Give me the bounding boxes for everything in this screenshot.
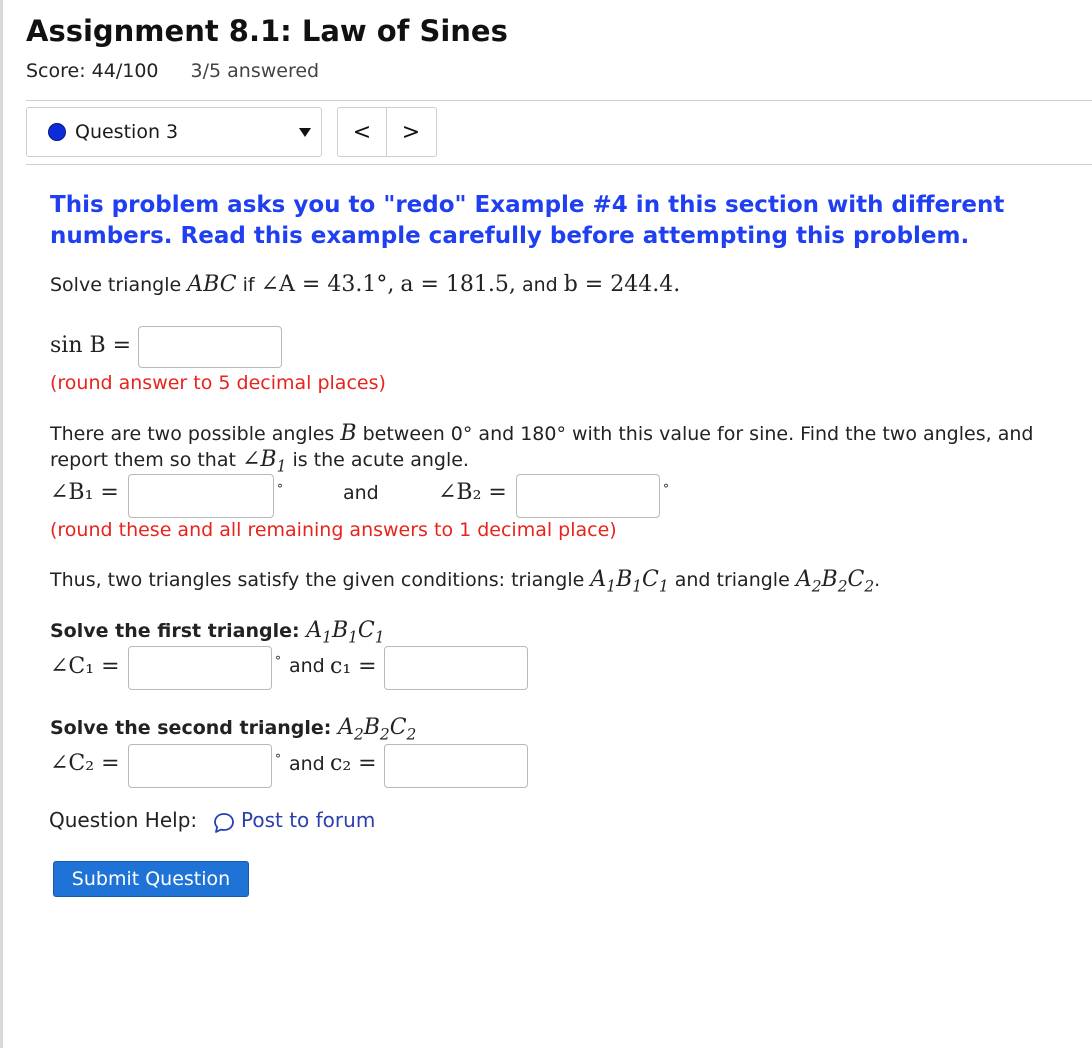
question-help-label: Question Help: xyxy=(49,808,198,832)
page-title: Assignment 8.1: Law of Sines xyxy=(26,14,508,48)
problem-intro: This problem asks you to "redo" Example #4 in this section with different numbers. Read this example carefully before attempting this problem. xyxy=(50,192,1005,249)
page-left-border xyxy=(0,0,3,1048)
B2-degree: ° xyxy=(663,482,669,496)
chat-bubble-icon[interactable] xyxy=(213,812,235,834)
sinB-input[interactable] xyxy=(138,326,282,368)
previous-question-button[interactable]: < xyxy=(338,108,386,156)
question-select[interactable] xyxy=(26,107,322,157)
c1-label: c₁ = xyxy=(330,654,377,679)
B1-degree: ° xyxy=(277,482,283,496)
and-word-c2: and xyxy=(289,753,325,775)
two-triangles-statement: Thus, two triangles satisfy the given conditions: triangle $A_1B_1C_1$ and triangle $A_2B_2C_2$. xyxy=(50,567,881,596)
sinB-label: sin B = xyxy=(50,333,132,358)
second-triangle-heading: Solve the second triangle: $A_2B_2C_2$ xyxy=(50,715,417,744)
C1-degree: ° xyxy=(275,654,281,668)
first-triangle-heading: Solve the first triangle: $A_1B_1C_1$ xyxy=(50,618,385,647)
B2-input[interactable] xyxy=(516,474,660,518)
round-1-note: (round these and all remaining answers to 1 decimal place) xyxy=(50,519,617,541)
answered-count: 3/5 answered xyxy=(190,60,320,82)
B2-label: ∠B₂ = xyxy=(438,480,507,505)
post-to-forum-link[interactable]: Post to forum xyxy=(241,808,376,832)
nav-divider-line xyxy=(26,164,1092,165)
score-text: Score: 44/100 xyxy=(26,60,159,82)
c1-input[interactable] xyxy=(384,646,528,690)
B1-label: ∠B₁ = xyxy=(50,480,119,505)
two-angles-line2: report them so that $\angle B_1$ is the acute angle. xyxy=(50,447,469,476)
C2-degree: ° xyxy=(275,752,281,766)
C2-label: ∠C₂ = xyxy=(50,751,120,776)
c2-label: c₂ = xyxy=(330,751,377,776)
and-word-c1: and xyxy=(289,655,325,677)
score-line xyxy=(26,60,319,82)
C1-label: ∠C₁ = xyxy=(50,654,120,679)
round-5-note: (round answer to 5 decimal places) xyxy=(50,372,386,394)
submit-question-button[interactable]: Submit Question xyxy=(53,861,249,897)
c2-input[interactable] xyxy=(384,744,528,788)
C2-input[interactable] xyxy=(128,744,272,788)
two-angles-line1: There are two possible angles B between 0° and 180° with this value for sine. Find the two angles, and xyxy=(50,421,1034,446)
question-select-label: Question 3 xyxy=(75,121,179,143)
next-question-button[interactable]: > xyxy=(387,108,435,156)
B1-input[interactable] xyxy=(128,474,274,518)
question-status-dot-icon xyxy=(48,123,66,141)
header-divider xyxy=(26,100,1092,101)
problem-statement: Solve triangle ABC if ∠A = 43.1°, a = 181.5, and b = 244.4. xyxy=(50,272,681,297)
and-word: and xyxy=(343,482,379,504)
dropdown-caret-icon xyxy=(299,128,311,137)
question-nav-buttons xyxy=(337,107,437,157)
C1-input[interactable] xyxy=(128,646,272,690)
